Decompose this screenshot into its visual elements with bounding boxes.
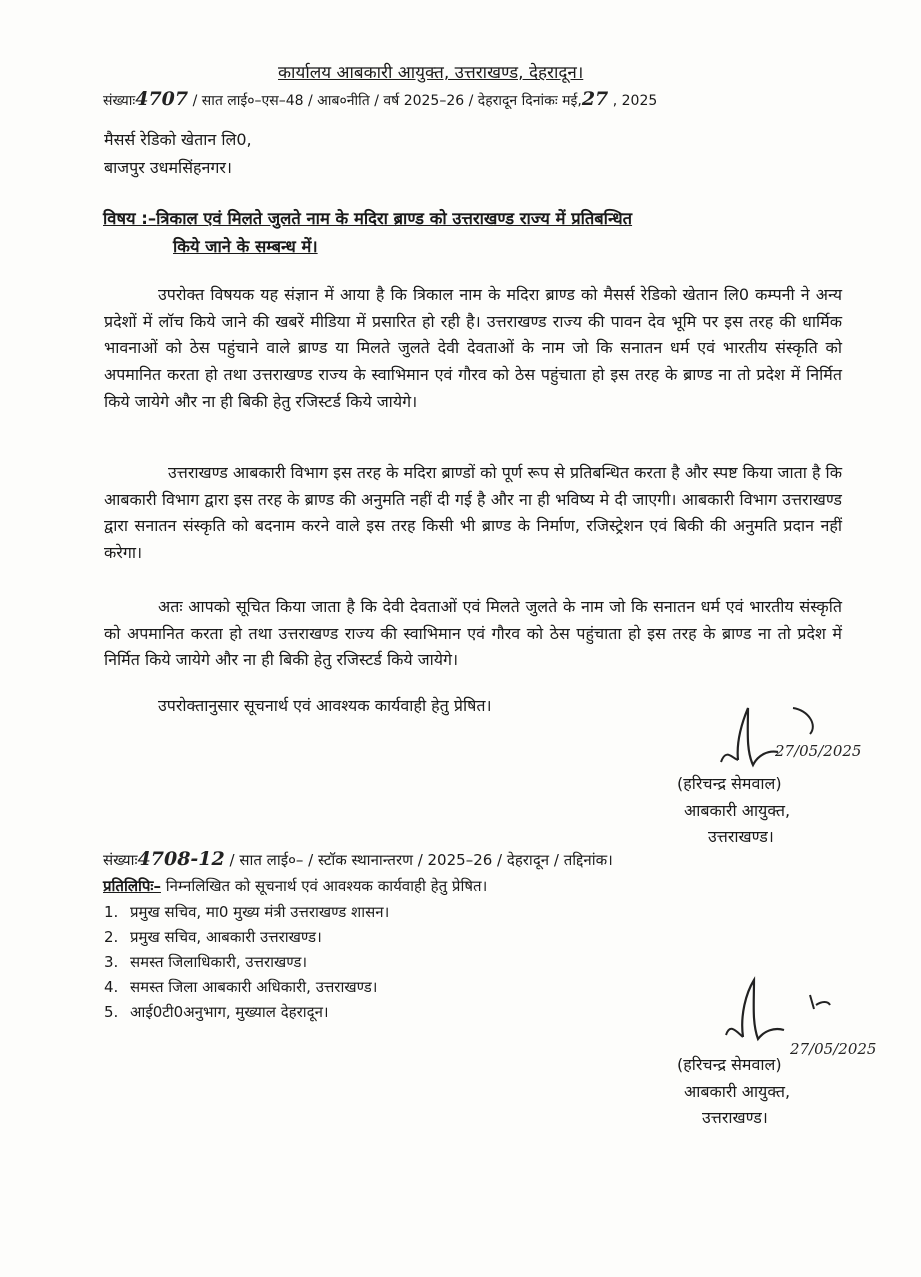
list-item-number: 3. xyxy=(104,953,119,971)
list-item xyxy=(104,975,389,1000)
list-item-text: प्रमुख सचिव, आबकारी उत्तराखण्ड। xyxy=(130,928,322,946)
ref-year: , 2025 xyxy=(608,93,658,109)
list-item-text: प्रमुख सचिव, मा0 मुख्य मंत्री उत्तराखण्ड शासन। xyxy=(130,903,390,921)
list-item-number: 5. xyxy=(104,1003,119,1021)
reference-line xyxy=(103,88,657,110)
ref-day: 27 xyxy=(581,88,609,110)
copy-ref-rest: / सात लाई०– / स्टॉक स्थानान्तरण / 2025–26 / देहरादून / तद्दिनांक। xyxy=(224,851,613,869)
list-item xyxy=(104,1000,389,1025)
copy-to-label: प्रतिलिपिः– xyxy=(103,877,161,895)
signature-1-designation: आबकारी आयुक्त, xyxy=(684,801,791,820)
signature-2-place: उत्तराखण्ड। xyxy=(702,1108,768,1127)
body-paragraph-3: अतः आपको सूचित किया जाता है कि देवी देवताओं एवं मिलते जुलते के नाम जो कि सनातन धर्म एवं भारतीय संस्कृति को अपमानित करता हो तथा उत्तराखण्ड राज्य की स्वाभिमान एवं गौरव को ठेस पहुंचाता हो इस तरह के ब्राण्ड ना तो प्रदेश में निर्मित किये जायेगे और ना ही बिकी हेतु रजिस्टर्ड किये जायेगे। xyxy=(104,597,842,670)
signature-2-name: (हरिचन्द्र सेमवाल) xyxy=(677,1055,782,1074)
ref-middle: / सात लाई०–एस–48 / आब०नीति / वर्ष 2025–26 / देहरादून दिनांकः मई, xyxy=(188,93,582,109)
list-item xyxy=(104,925,389,950)
list-item-text: आई0टी0अनुभाग, मुख्याल देहरादून। xyxy=(130,1003,329,1021)
ref-prefix: संख्याः xyxy=(103,93,136,109)
signature-1-name: (हरिचन्द्र सेमवाल) xyxy=(677,774,782,793)
list-item-text: समस्त जिला आबकारी अधिकारी, उत्तराखण्ड। xyxy=(130,978,378,996)
list-item-number: 2. xyxy=(104,928,119,946)
subject-line-2: किये जाने के सम्बन्ध में। xyxy=(173,237,318,256)
body-paragraph-4: उपरोक्तानुसार सूचनार्थ एवं आवश्यक कार्यवाही हेतु प्रेषित। xyxy=(158,696,492,715)
subject xyxy=(103,205,848,261)
copy-recipient-list xyxy=(104,900,389,1025)
list-item xyxy=(104,900,389,925)
list-item xyxy=(104,950,389,975)
signature-1 xyxy=(718,700,888,780)
signature-1-date: 27/05/2025 xyxy=(775,742,862,760)
list-item-text: समस्त जिलाधिकारी, उत्तराखण्ड। xyxy=(130,953,308,971)
ref-number: 4707 xyxy=(135,88,189,110)
signature-2-date: 27/05/2025 xyxy=(790,1040,877,1058)
copy-to-intro: निम्नलिखित को सूचनार्थ एवं आवश्यक कार्यवाही हेतु प्रेषित। xyxy=(160,877,488,895)
subject-line-1: त्रिकाल एवं मिलते जुलते नाम के मदिरा ब्राण्ड को उत्तराखण्ड राज्य में प्रतिबन्धित xyxy=(156,209,633,228)
addressee-line-1: मैसर्स रेडिको खेतान लि0, xyxy=(104,130,252,149)
signature-2-designation: आबकारी आयुक्त, xyxy=(684,1082,791,1101)
body-paragraph-1: उपरोक्त विषयक यह संज्ञान में आया है कि त्रिकाल नाम के मदिरा ब्राण्ड को मैसर्स रेडिको खेतान लि0 कम्पनी ने अन्य प्रदेशों में लॉच किये जाने की खबरें मीडिया में प्रसारित हो रही है। उत्तराखण्ड राज्य की पावन देव भूमि पर इस तरह की धार्मिक भावनाओं को ठेस पहुंचाने वाले ब्राण्ड या मिलते जुलते देवी देवताओं के नाम जो कि सनातन धर्म एवं भारतीय संस्कृति को अपमानित करता हो तथा उत्तराखण्ड राज्य के स्वाभिमान एवं गौरव को ठेस पहुंचाता हो इस तरह के ब्राण्ड ना तो प्रदेश में निर्मित किये जायेगे और ना ही बिकी हेतु रजिस्टर्ड किये जायेगे। xyxy=(104,285,842,411)
copy-reference-line xyxy=(103,848,613,870)
list-item-number: 1. xyxy=(104,903,119,921)
copy-to-line xyxy=(103,876,487,896)
copy-ref-prefix: संख्याः xyxy=(103,851,138,869)
signature-1-place: उत्तराखण्ड। xyxy=(708,827,774,846)
body-paragraph-2: उत्तराखण्ड आबकारी विभाग इस तरह के मदिरा ब्राण्डों को पूर्ण रूप से प्रतिबन्धित करता है और स्पष्ट किया जाता है कि आबकारी विभाग द्वारा इस तरह के ब्राण्ड की अनुमति नहीं दी गई है और ना ही भविष्य मे दी जाएगी। आबकारी विभाग उत्तराखण्ड द्वारा सनातन संस्कृति को बदनाम करने वाले इस तरह किसी भी ब्राण्ड के निर्माण, रजिस्ट्रेशन एवं बिकी की अनुमति प्रदान नहीं करेगा। xyxy=(104,463,842,563)
copy-ref-number: 4708-12 xyxy=(137,848,225,870)
addressee-line-2: बाजपुर उधमसिंहनगर। xyxy=(104,158,232,177)
office-title: कार्यालय आबकारी आयुक्त, उत्तराखण्ड, देहरादून। xyxy=(278,63,584,83)
subject-label: विषय :– xyxy=(103,209,157,228)
list-item-number: 4. xyxy=(104,978,119,996)
